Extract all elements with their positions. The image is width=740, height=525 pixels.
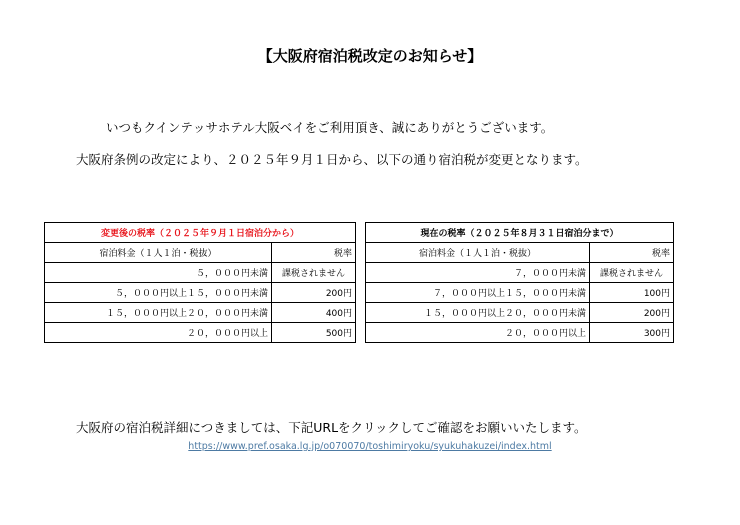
table-row bbox=[45, 303, 356, 323]
column-header-fee: 宿泊料金（１人１泊・税抜） bbox=[45, 243, 272, 263]
table-row bbox=[366, 283, 674, 303]
table-row bbox=[45, 323, 356, 343]
page-title: 【大阪府宿泊税改定のお知らせ】 bbox=[257, 47, 483, 65]
current-rate-heading: 現在の税率（２０２５年８月３１日宿泊分まで） bbox=[366, 223, 674, 243]
table-column-header-row bbox=[366, 243, 674, 263]
rate-cell: 300円 bbox=[590, 323, 674, 343]
fee-cell: １５，０００円以上２０，０００円未満 bbox=[366, 303, 590, 323]
rate-cell: 課税されません bbox=[272, 263, 356, 283]
table-row bbox=[45, 283, 356, 303]
table-column-header-row bbox=[45, 243, 356, 263]
rate-cell: 100円 bbox=[590, 283, 674, 303]
fee-cell: ７，０００円未満 bbox=[366, 263, 590, 283]
intro-notice: 大阪府条例の改定により、２０２５年９月１日から、以下の通り宿泊税が変更となります。 bbox=[76, 152, 588, 167]
column-header-rate: 税率 bbox=[590, 243, 674, 263]
fee-cell: ７，０００円以上１５，０００円未満 bbox=[366, 283, 590, 303]
new-rate-heading: 変更後の税率（２０２５年９月１日宿泊分から） bbox=[45, 223, 356, 243]
rate-cell: 200円 bbox=[272, 283, 356, 303]
rate-cell: 500円 bbox=[272, 323, 356, 343]
tax-details-link[interactable]: https://www.pref.osaka.lg.jp/o070070/toshimiryoku/syukuhakuzei/index.html bbox=[188, 441, 552, 452]
fee-cell: ２０，０００円以上 bbox=[45, 323, 272, 343]
footer-notice: 大阪府の宿泊税詳細につきましては、下記URLをクリックしてご確認をお願いいたします。 bbox=[76, 420, 587, 435]
table-row bbox=[366, 323, 674, 343]
fee-cell: ２０，０００円以上 bbox=[366, 323, 590, 343]
intro-greeting: いつもクインテッサホテル大阪ベイをご利用頂き、誠にありがとうございます。 bbox=[106, 120, 554, 135]
table-row bbox=[366, 263, 674, 283]
column-header-fee: 宿泊料金（１人１泊・税抜） bbox=[366, 243, 590, 263]
table-heading-row bbox=[45, 223, 356, 243]
fee-cell: ５，０００円以上１５，０００円未満 bbox=[45, 283, 272, 303]
fee-cell: ５，０００円未満 bbox=[45, 263, 272, 283]
table-heading-row bbox=[366, 223, 674, 243]
new-tax-rate-table bbox=[44, 222, 356, 343]
table-row bbox=[366, 303, 674, 323]
column-header-rate: 税率 bbox=[272, 243, 356, 263]
rate-cell: 200円 bbox=[590, 303, 674, 323]
current-tax-rate-table bbox=[365, 222, 674, 343]
fee-cell: １５，０００円以上２０，０００円未満 bbox=[45, 303, 272, 323]
rate-cell: 400円 bbox=[272, 303, 356, 323]
rate-cell: 課税されません bbox=[590, 263, 674, 283]
table-row bbox=[45, 263, 356, 283]
